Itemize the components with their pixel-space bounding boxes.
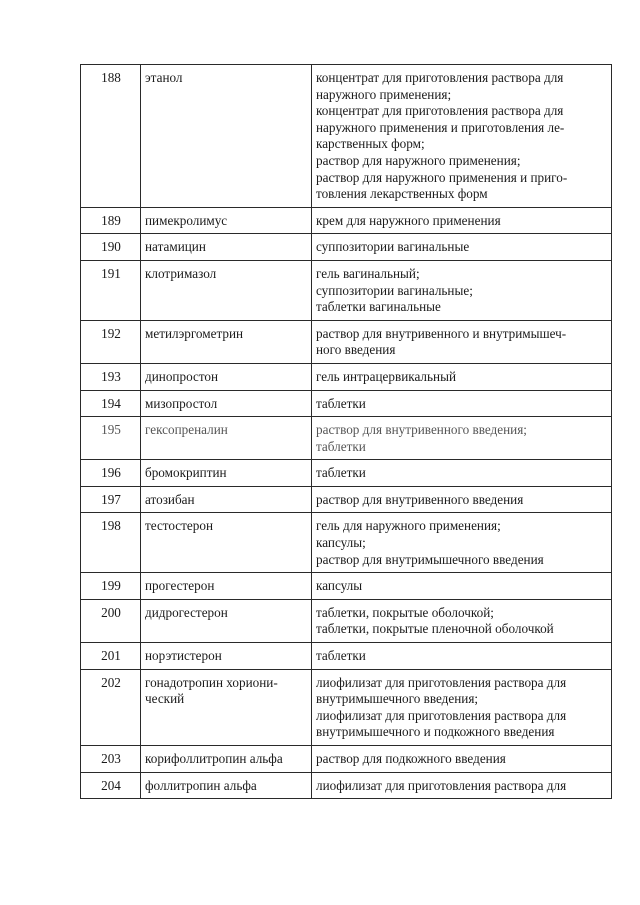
dosage-form-line: лиофилизат для приготовления раствора для (316, 674, 567, 690)
dosage-form-line: внутримышечного и подкожного введения (316, 724, 555, 740)
row-number: 203 (81, 746, 141, 773)
drug-name-line: пимекролимус (145, 212, 228, 228)
drug-name-line: клотримазол (145, 265, 217, 281)
table-row (81, 390, 612, 417)
dosage-form-line: раствор для подкожного введения (316, 751, 506, 766)
drug-name-line: тестостерон (145, 518, 214, 534)
table-row (81, 207, 612, 234)
drug-name-line: этанол (145, 70, 183, 85)
table-row (81, 573, 612, 600)
drug-name-cell (141, 207, 312, 234)
row-number: 197 (81, 486, 141, 513)
table-row (81, 643, 612, 670)
drug-name-cell (141, 417, 312, 460)
row-number: 189 (81, 207, 141, 234)
drug-name-line: ческий (145, 691, 185, 707)
dosage-form-line: крем для наружного применения (316, 212, 501, 228)
dosage-form-line: гель для наружного применения; (316, 518, 501, 534)
drug-name-line: гонадотропин хориони- (145, 674, 278, 690)
dosage-form-line: внутримышечного введения; (316, 691, 479, 707)
drug-name-cell (141, 513, 312, 573)
dosage-form-line: таблетки вагинальные (316, 299, 441, 315)
drug-name-line: дидрогестерон (145, 604, 228, 620)
dosage-form-cell (312, 513, 612, 573)
dosage-form-cell (312, 260, 612, 320)
dosage-form-line: раствор для внутримышечного введения (316, 551, 544, 567)
table-row (81, 65, 612, 208)
row-number: 194 (81, 390, 141, 417)
table-row (81, 746, 612, 773)
dosage-form-line: капсулы (316, 578, 363, 594)
dosage-form-cell (312, 486, 612, 513)
dosage-form-line: товления лекарственных форм (316, 186, 488, 202)
table-row (81, 234, 612, 261)
table-row (81, 486, 612, 513)
row-number: 190 (81, 234, 141, 261)
drug-name-cell (141, 260, 312, 320)
drug-name-line: фоллитропин альфа (145, 777, 257, 793)
dosage-form-line: таблетки (316, 648, 366, 664)
dosage-form-line: наружного применения; (316, 86, 452, 102)
dosage-form-line: концентрат для приготовления раствора для (316, 70, 564, 85)
dosage-form-line: раствор для внутривенного и внутримышеч- (316, 325, 567, 341)
row-number: 199 (81, 573, 141, 600)
drug-name-cell (141, 460, 312, 487)
drug-name-line: натамицин (145, 239, 206, 255)
drug-table (80, 64, 612, 799)
drug-name-cell (141, 390, 312, 417)
drug-name-cell (141, 772, 312, 799)
drug-name-cell (141, 669, 312, 745)
dosage-form-cell (312, 746, 612, 773)
drug-name-line: атозибан (145, 491, 195, 507)
dosage-form-line: гель вагинальный; (316, 265, 420, 281)
dosage-form-cell (312, 65, 612, 208)
drug-name-line: корифоллитропин альфа (145, 751, 283, 766)
table-row (81, 260, 612, 320)
dosage-form-cell (312, 320, 612, 363)
dosage-form-cell (312, 460, 612, 487)
table-row (81, 417, 612, 460)
dosage-form-line: раствор для наружного применения и приго- (316, 169, 568, 185)
table-body (81, 65, 612, 799)
dosage-form-line: таблетки (316, 395, 366, 411)
row-number: 188 (81, 65, 141, 208)
row-number: 191 (81, 260, 141, 320)
dosage-form-cell (312, 390, 612, 417)
drug-name-cell (141, 573, 312, 600)
drug-name-cell (141, 486, 312, 513)
table-row (81, 363, 612, 390)
dosage-form-cell (312, 363, 612, 390)
table-row (81, 513, 612, 573)
dosage-form-line: раствор для наружного применения; (316, 152, 521, 168)
dosage-form-line: таблетки (316, 465, 366, 481)
drug-name-line: мизопростол (145, 395, 218, 411)
row-number: 198 (81, 513, 141, 573)
dosage-form-line: таблетки, покрытые оболочкой; (316, 604, 494, 620)
row-number: 202 (81, 669, 141, 745)
dosage-form-line: раствор для внутривенного введения (316, 491, 524, 507)
dosage-form-line: ного введения (316, 342, 396, 358)
row-number: 204 (81, 772, 141, 799)
drug-name-cell (141, 599, 312, 642)
row-number: 200 (81, 599, 141, 642)
row-number: 192 (81, 320, 141, 363)
dosage-form-line: гель интрацервикальный (316, 368, 457, 384)
drug-name-line: прогестерон (145, 578, 215, 594)
dosage-form-cell (312, 234, 612, 261)
table-row (81, 460, 612, 487)
dosage-form-cell (312, 599, 612, 642)
drug-name-cell (141, 65, 312, 208)
drug-name-cell (141, 363, 312, 390)
drug-name-cell (141, 234, 312, 261)
dosage-form-line: капсулы; (316, 535, 366, 551)
drug-name-line: динопростон (145, 368, 219, 384)
dosage-form-line: суппозитории вагинальные (316, 239, 470, 255)
table-row (81, 599, 612, 642)
drug-name-line: норэтистерон (145, 648, 222, 664)
table-row (81, 320, 612, 363)
dosage-form-line: таблетки, покрытые пленочной оболочкой (316, 621, 554, 637)
dosage-form-cell (312, 573, 612, 600)
dosage-form-cell (312, 669, 612, 745)
row-number: 195 (81, 417, 141, 460)
dosage-form-line: лиофилизат для приготовления раствора для (316, 777, 567, 793)
drug-name-line: гексопреналин (145, 422, 228, 438)
dosage-form-line: лиофилизат для приготовления раствора для (316, 707, 567, 723)
dosage-form-line: раствор для внутривенного введения; (316, 422, 527, 438)
drug-name-line: бромокриптин (145, 465, 227, 481)
dosage-form-cell (312, 207, 612, 234)
dosage-form-line: таблетки (316, 438, 366, 454)
dosage-form-line: суппозитории вагинальные; (316, 282, 473, 298)
drug-name-cell (141, 643, 312, 670)
drug-name-line: метилэргометрин (145, 325, 244, 341)
dosage-form-line: карственных форм; (316, 136, 425, 152)
dosage-form-cell (312, 643, 612, 670)
dosage-form-cell (312, 772, 612, 799)
drug-name-cell (141, 746, 312, 773)
dosage-form-line: концентрат для приготовления раствора для (316, 103, 564, 119)
dosage-form-line: наружного применения и приготовления ле- (316, 119, 565, 135)
row-number: 201 (81, 643, 141, 670)
table-row (81, 772, 612, 799)
row-number: 193 (81, 363, 141, 390)
drug-name-cell (141, 320, 312, 363)
row-number: 196 (81, 460, 141, 487)
dosage-form-cell (312, 417, 612, 460)
table-row (81, 669, 612, 745)
